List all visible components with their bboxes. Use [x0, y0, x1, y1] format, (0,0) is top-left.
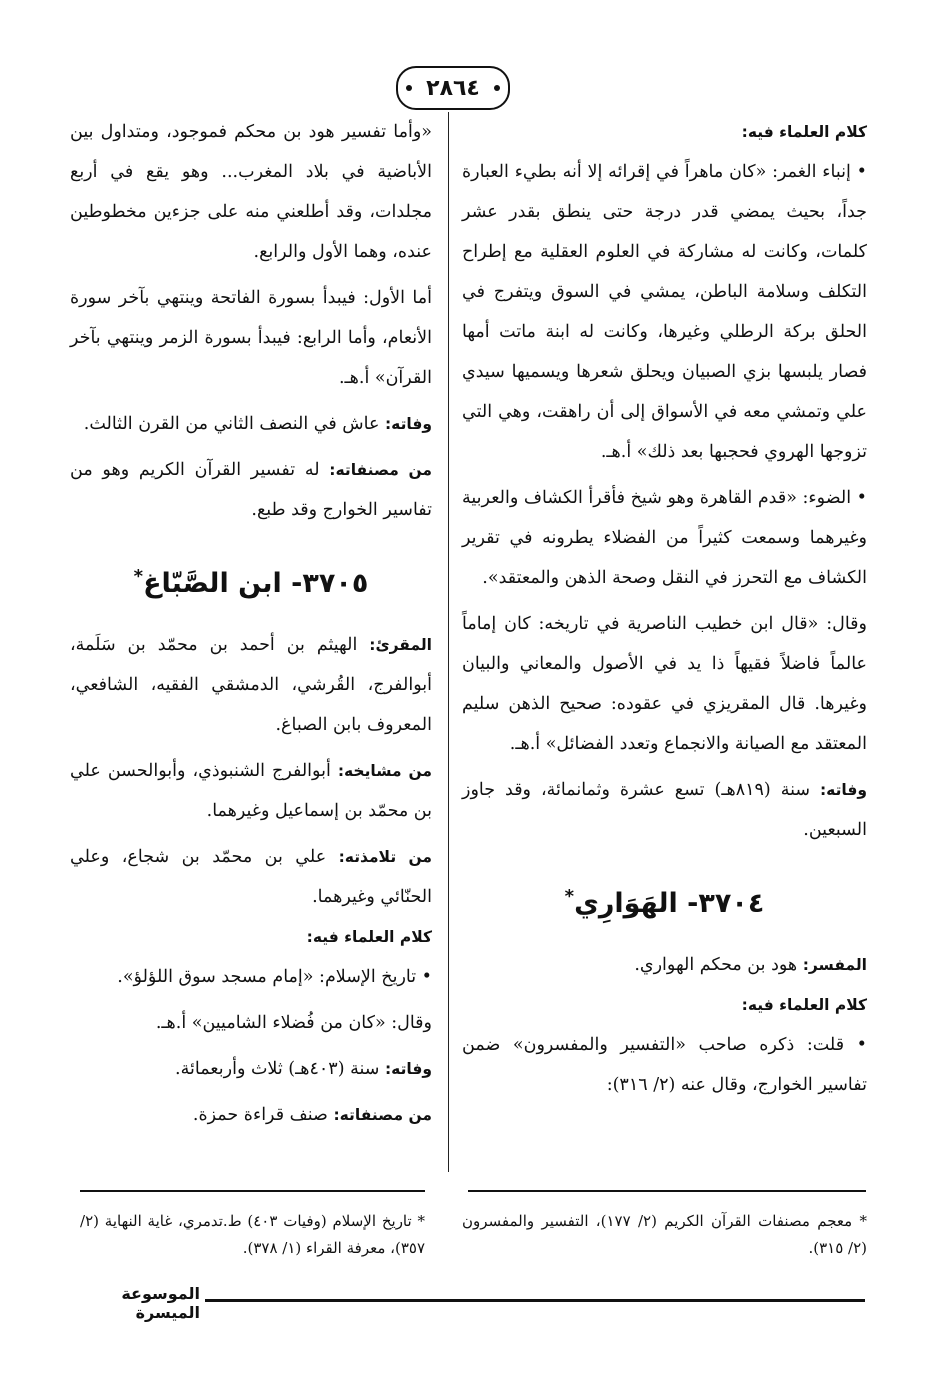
works-text: له تفسير القرآن الكريم وهو من تفاسير الخوارج وقد طبع. [70, 460, 432, 520]
death-text: سنة (٤٠٣هـ) ثلاث وأربعمائة. [175, 1059, 385, 1079]
footnote-rule [468, 1190, 866, 1192]
muqri-text: الهيثم بن أحمد بن محمّد بن سَلَمة، أبوالفرج، القُرشي، الدمشقي الفقيه، الشافعي، المعروف بابن الصباغ. [70, 635, 432, 735]
column-divider [448, 112, 449, 1172]
page-number: ٢٨٦٤ [396, 66, 510, 110]
paragraph: أما الأول: فيبدأ بسورة الفاتحة وينتهي بآخر سورة الأنعام، وأما الرابع: فيبدأ بسورة الزمر وينتهي بآخر القرآن» أ.هـ. [70, 288, 432, 388]
entry-title-text: ٣٧٠٥- ابن الصَّبّاغ [143, 568, 369, 599]
death-paragraph [462, 770, 867, 850]
works-paragraph [70, 450, 432, 530]
paragraph: «وأما تفسير هود بن محكم فموجود، ومتداول بين الأباضية في بلاد المغرب... وهو يقع في أربع مجلدات، وقد أطلعني منه على جزءين مخطوطين عنده، وهما الأول والرابع. [70, 122, 432, 262]
works-label: من مصنفاته: [333, 1106, 432, 1124]
entry-title [70, 554, 432, 607]
death-label: وفاته: [384, 1060, 432, 1078]
footer-title: الموسوعة الميسرة [121, 1284, 200, 1322]
scholars-heading: كلام العلماء فيه: [306, 928, 432, 946]
entry-title-text: ٣٧٠٤- الهَوَارِي [574, 888, 765, 919]
paragraph: • قلت: ذكره صاحب «التفسير والمفسرون» ضمن تفاسير الخوارج، وقال عنه (٢/ ٣١٦): [462, 1035, 867, 1095]
muqri-paragraph [70, 625, 432, 745]
works-text: صنف قراءة حمزة. [192, 1105, 334, 1125]
entry-star: * [133, 566, 144, 587]
mufassir-paragraph [462, 945, 867, 985]
works-label: من مصنفاته: [329, 461, 432, 479]
death-text: سنة (٨١٩هـ) تسع عشرة وثمانمائة، وقد جاوز السبعين. [462, 780, 867, 840]
students-label: من تلامذته: [338, 848, 432, 866]
death-paragraph [70, 404, 432, 444]
death-text: عاش في النصف الثاني من القرن الثالث. [83, 414, 385, 434]
entry-star: * [564, 886, 575, 907]
paragraph: • الضوء: «قدم القاهرة وهو شيخ فأقرأ الكشاف والعربية وغيرهما وسمعت كثيراً من الفضلاء يطرونه في تقرير الكشاف مع التحرز في النقل وصحة الذهن والمعتقد». [462, 488, 867, 588]
mufassir-label: المفسر: [802, 956, 867, 974]
works-paragraph [70, 1095, 432, 1135]
mufassir-text: هود بن محكم الهواري. [634, 955, 803, 975]
paragraph: وقال: «كان من فُضلاء الشاميين» أ.هـ. [155, 1013, 432, 1033]
death-label: وفاته: [384, 415, 432, 433]
death-label: وفاته: [819, 781, 868, 799]
paragraph: • إنباء الغمر: «كان ماهراً في إقرائه إلا أنه بطيء العبارة جداً، بحيث يمضي قدر درجة حتى ينطق بقدر عشر كلمات، وكانت له مشاركة في العلوم العقلية مع إطراح التكلف وسلامة الباطن، يمشي في السوق ويتفرج في الحلق بركة الرطلي وغيرها، وكانت له ابنة ماتت أمها فصار يلبسها بزي الصبيان ويحلق شعرها ويسميها سيدي علي وتمشي معه في الأسواق إلى أن راهقت، وهي التي تزوجها الهروي فحجبها بعد ذلك» أ.هـ. [462, 162, 867, 462]
scholars-heading: كلام العلماء فيه: [741, 123, 867, 141]
right-column [462, 112, 867, 1105]
muqri-label: المقرئ: [369, 636, 432, 654]
paragraph: • تاريخ الإسلام: «إمام مسجد سوق اللؤلؤ». [117, 967, 432, 987]
students-paragraph [70, 837, 432, 917]
left-column [70, 112, 432, 1135]
footer-rule [205, 1299, 865, 1302]
teachers-label: من مشايخه: [337, 762, 432, 780]
teachers-text: أبوالفرج الشنبوذي، وأبوالحسن علي بن محمّد بن إسماعيل وغيرهما. [70, 761, 432, 821]
death-paragraph [70, 1049, 432, 1089]
footnote-rule [80, 1190, 425, 1192]
footnote-left: * تاريخ الإسلام (وفيات ٤٠٣) ط.تدمري، غاية النهاية (٢/ ٣٥٧)، معرفة القراء (١/ ٣٧٨). [80, 1212, 425, 1257]
footnote-right: * معجم مصنفات القرآن الكريم (٢/ ١٧٧)، التفسير والمفسرون (٢/ ٣١٥). [462, 1212, 867, 1257]
students-text: علي بن محمّد بن شجاع، وعلي الحنّائي وغيرهما. [70, 847, 432, 907]
entry-title [462, 874, 867, 927]
scholars-heading: كلام العلماء فيه: [741, 996, 867, 1014]
paragraph: وقال: «قال ابن خطيب الناصرية في تاريخه: كان إماماً عالماً فاضلاً فقيهاً ذا يد في الأصول والمعاني والبيان وغيرها. قال المقريزي في عقوده: صحيح الذهن سليم المعتقد مع الصيانة والانجماع وتعدد الفضائل» أ.هـ. [462, 614, 867, 754]
teachers-paragraph [70, 751, 432, 831]
